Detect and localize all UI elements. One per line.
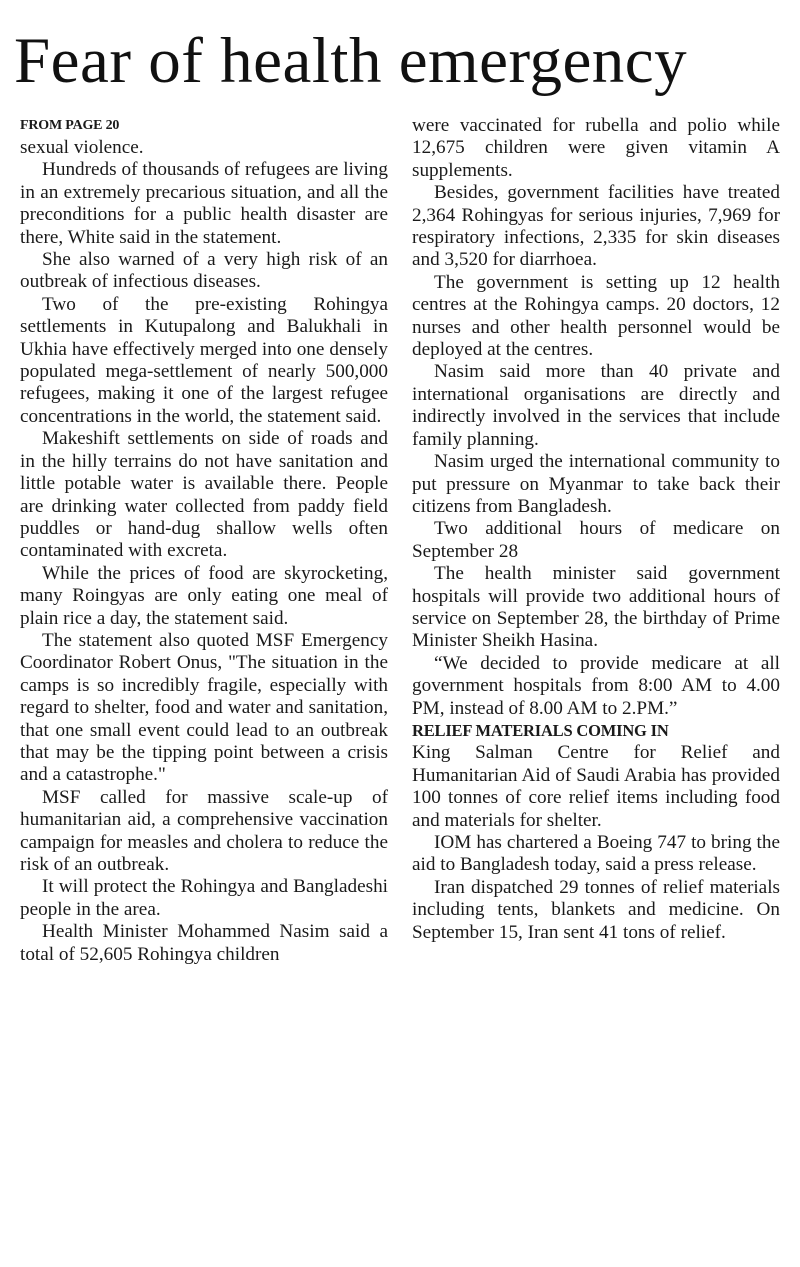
paragraph: MSF called for massive scale-up of humanitarian aid, a comprehensive vaccination campaign for measles and cholera to reduce the risk of an outbreak. <box>20 786 388 875</box>
continuation-label: FROM PAGE 20 <box>20 118 120 133</box>
paragraph: IOM has chartered a Boeing 747 to bring the aid to Bangladesh today, said a press release. <box>412 832 780 876</box>
paragraph: The health minister said government hospitals will provide two additional hours of service on September 28, the birthday of Prime Minister Sheikh Hasina. <box>412 563 780 652</box>
paragraph: Nasim said more than 40 private and international organisations are directly and indirectly involved in the services that include family planning. <box>412 361 780 450</box>
paragraph: Besides, government facilities have treated 2,364 Rohingyas for serious injuries, 7,969 for respiratory infections, 2,335 for skin diseases and 3,520 for diarrhoea. <box>412 182 780 271</box>
paragraph: She also warned of a very high risk of an outbreak of infectious diseases. <box>20 249 388 293</box>
paragraph: King Salman Centre for Relief and Humanitarian Aid of Saudi Arabia has provided 100 tonnes of core relief items including food and materials for shelter. <box>412 742 780 831</box>
headline: Fear of health emergency <box>14 25 688 97</box>
section-subhead: RELIEF MATERIALS COMING IN <box>412 720 669 740</box>
paragraph: Two of the pre-existing Rohingya settlements in Kutupalong and Balukhali in Ukhia have effectively merged into one densely populated mega-settlement of nearly 500,000 refugees, making it one of the largest refugee concentrations in the world, the statement said. <box>20 293 388 427</box>
paragraph: Nasim urged the international community to put pressure on Myanmar to take back their citizens from Bangladesh. <box>412 451 780 517</box>
paragraph: “We decided to provide medicare at all government hospitals from 8:00 AM to 4.00 PM, instead of 8.00 AM to 2.PM.” <box>412 652 780 719</box>
paragraph: While the prices of food are skyrocketing, many Roingyas are only eating one meal of plain rice a day, the statement said. <box>20 562 388 629</box>
paragraph: sexual violence. <box>20 137 144 158</box>
right-column <box>412 115 780 944</box>
paragraph: Health Minister Mohammed Nasim said a total of 52,605 Rohingya children <box>20 921 388 965</box>
paragraph: were vaccinated for rubella and polio while 12,675 children were given vitamin A supplements. <box>412 115 780 181</box>
paragraph: Two additional hours of medicare on September 28 <box>412 518 780 562</box>
paragraph: The government is setting up 12 health centres at the Rohingya camps. 20 doctors, 12 nurses and other health personnel would be deployed at the centres. <box>412 271 780 361</box>
paragraph: Hundreds of thousands of refugees are living in an extremely precarious situation, and all the preconditions for a public health disaster are there, White said in the statement. <box>20 159 388 248</box>
paragraph: Makeshift settlements on side of roads and in the hilly terrains do not have sanitation and little potable water is available there. People are drinking water collected from paddy field puddles or hand-dug shallow wells often contaminated with excreta. <box>20 428 388 562</box>
left-column <box>20 115 388 966</box>
paragraph: It will protect the Rohingya and Bangladeshi people in the area. <box>20 876 388 920</box>
paragraph: The statement also quoted MSF Emergency Coordinator Robert Onus, "The situation in the camps is so incredibly fragile, especially with regard to shelter, food and water and sanitation, that one small event could lead to an outbreak that may be the tipping point between a crisis and a catastrophe." <box>20 629 388 786</box>
paragraph: Iran dispatched 29 tonnes of relief materials including tents, blankets and medicine. On September 15, Iran sent 41 tons of relief. <box>412 876 780 943</box>
